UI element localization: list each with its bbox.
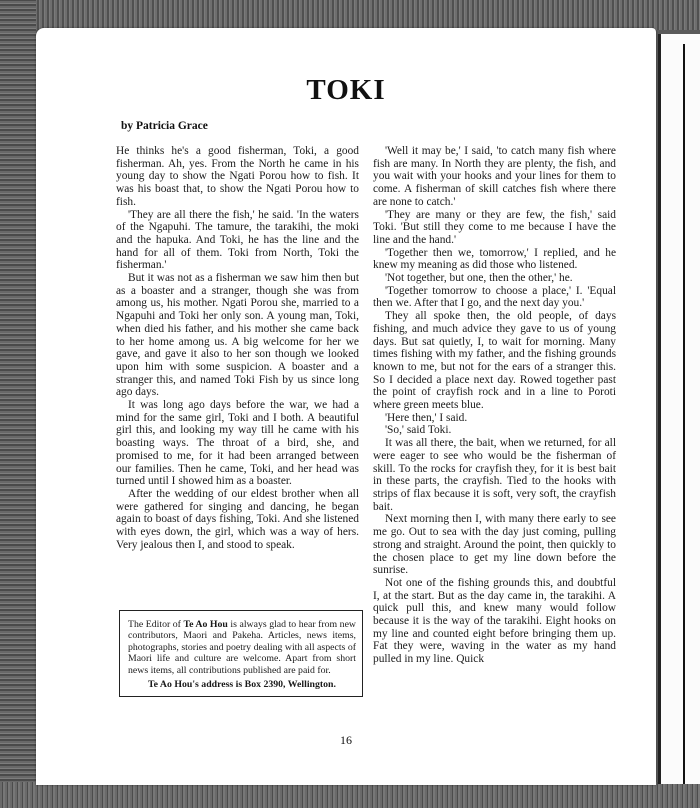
scan-border-left bbox=[0, 0, 36, 808]
paragraph: 'Together then we, tomorrow,' I replied, and he knew my meaning as did those who listened. bbox=[373, 246, 616, 272]
article-title: TOKI bbox=[306, 74, 386, 106]
paragraph: 'Together tomorrow to choose a place,' I. 'Equal then we. After that I go, and the next day you.' bbox=[373, 284, 616, 310]
article-byline: by Patricia Grace bbox=[121, 120, 208, 132]
notice-address: Te Ao Hou's address is Box 2390, Wellington. bbox=[148, 679, 336, 691]
paragraph: He thinks he's a good fisherman, Toki, a good fisherman. Ah, yes. From the North he came in his young day to show the Ngati Porou how to fish. It was his boast that, to show the Ngati Porou how to fish. bbox=[116, 145, 359, 208]
right-column bbox=[373, 145, 616, 666]
paragraph: 'They are many or they are few, the fish,' said Toki. 'But still they come to me because I have the line and the hand.' bbox=[373, 208, 616, 246]
page-number: 16 bbox=[340, 733, 352, 747]
editor-notice-box bbox=[119, 610, 363, 697]
left-column bbox=[116, 145, 359, 552]
paragraph: After the wedding of our eldest brother when all were gathered for singing and dancing, he began again to boast of days fishing, Toki. And she listened with eyes down, the girl, which was a way of hers. Very jealous then I, and stood to speak. bbox=[116, 487, 359, 551]
paragraph: It was long ago days before the war, we had a mind for the same girl, Toki and I both. A beautiful girl this, and looking my way till he came with his boasting ways. The throat of a bird, she, and promised to me, for it had been arranged between our families. Then he came, Toki, and her head was turned until I showed him as a boaster. bbox=[116, 399, 359, 488]
paragraph: 'So,' said Toki. bbox=[385, 424, 452, 437]
paragraph: 'Here then,' I said. bbox=[385, 411, 468, 424]
paragraph: Next morning then I, with many there early to see me go. Out to sea with the day just coming, pulling strong and straight. Around the point, then quickly to the chosen place to get my line down before the sunrise. bbox=[373, 513, 616, 577]
paragraph: 'Well it may be,' I said, 'to catch many fish where fish are many. In North they are plenty, the fish, and you wait with your hooks and your lines for them to come. A fisherman of skill catches fish where there are none to catch.' bbox=[373, 145, 616, 208]
paragraph: They all spoke then, the old people, of days fishing, and much advice they gave to us of young days. But sat quietly, I, to wait for morning. Many times fishing with my father, and the fishing grounds known to me, but not for the ears of a stranger this. So I decided a place next day. Rowed together past the point of crayfish rock and in a line to Poroti where green meets blue. bbox=[373, 310, 616, 412]
paragraph: It was all there, the bait, when we returned, for all were eager to see who would be the fisherman of skill. To the rocks for crayfish they, for it is best bait in these parts, the crayfish. Tied to the hooks with strips of flax because it is soft, very soft, the crayfish bait. bbox=[373, 437, 616, 513]
notice-intro: The Editor of bbox=[128, 619, 184, 630]
page-gutter-line bbox=[683, 44, 685, 784]
magazine-name: Te Ao Hou bbox=[183, 619, 228, 630]
notice-body: is always glad to hear from new contributors, Maori and Pakeha. Articles, news items, photographs, stories and poetry dealing with all aspects of Maori life and culture are welcome. Apart from short news items, all contributions published are paid for. bbox=[128, 619, 356, 676]
scan-border-bottom bbox=[0, 782, 700, 808]
paragraph: 'They are all there the fish,' he said. 'In the waters of the Ngapuhi. The tamure, the tarakihi, the moki and the hapuka. And Toki, he has the line and the hand for all of them. Toki from North, Toki the fisherman.' bbox=[116, 208, 359, 272]
paragraph: But it was not as a fisherman we saw him then but as a boaster and a stranger, though she was from among us, his mother. Ngati Porou she, married to a Ngapuhi and Toki her only son. A young man, Toki, when died his father, and his mother she came back to her home among us. A big welcome for her we gave, and gave it also to her son though we looked upon him with some suspicion. A boaster and a stranger this, and named Toki Fish by us since long ago days. bbox=[116, 272, 359, 399]
scan-border-top bbox=[0, 0, 700, 30]
paragraph: Not one of the fishing grounds this, and doubtful I, at the start. But as the day came in, the tarakihi. A quick pull this, and knew many would follow because it is the way of the tarakihi. Eight hooks on my line and counted eight before bringing them up. Fat they were, waving in the water as my hand pulled in my line. Quick bbox=[373, 576, 616, 666]
adjacent-page-edge bbox=[658, 34, 700, 784]
paragraph: 'Not together, but one, then the other,' he. bbox=[385, 272, 573, 285]
